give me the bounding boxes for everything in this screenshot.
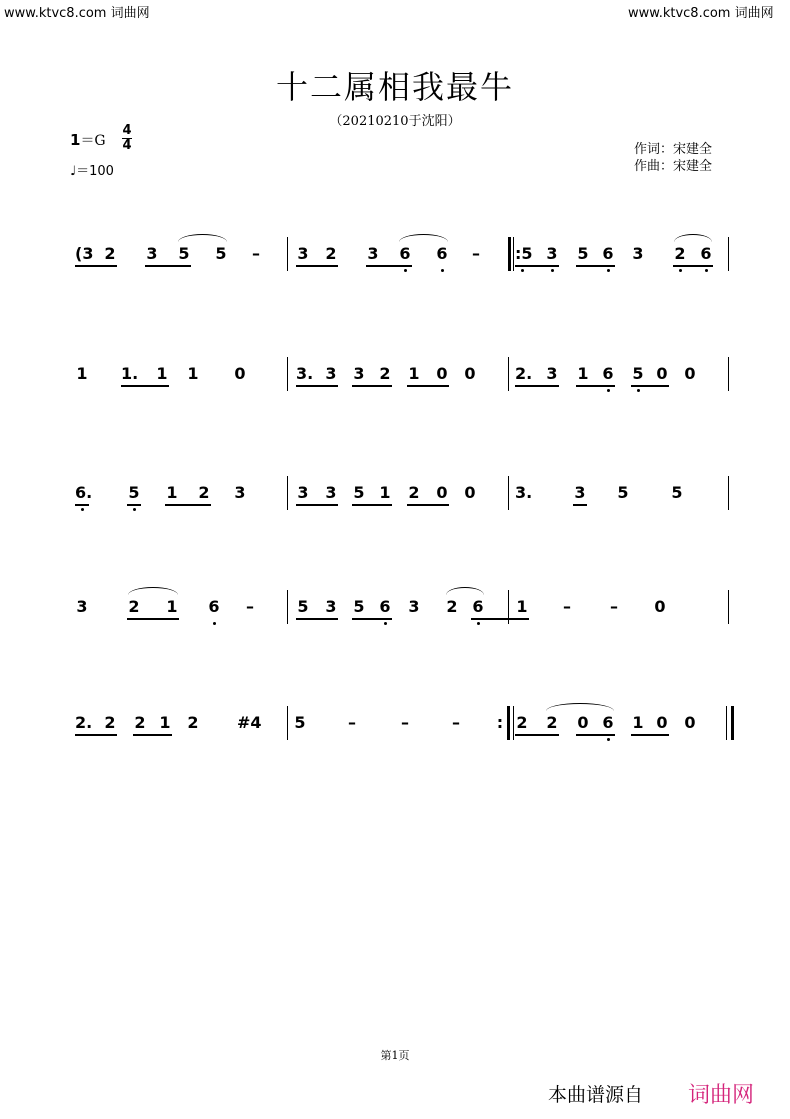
note-1-19: 6 [700,244,712,263]
barline [508,237,511,271]
note-1-8: 2 [325,244,337,263]
note-3-11: 0 [436,483,448,502]
note-2-16: 6 [602,364,614,383]
note-3-8: 5 [353,483,365,502]
note-1-5: 5 [215,244,227,263]
note-1-4: 5 [178,244,190,263]
eighth-underline [576,734,615,736]
slur [399,234,448,242]
note-1-17: 3 [632,244,644,263]
eighth-underline [165,504,211,506]
note-4-5: – [246,597,254,616]
lyricist-credit: 作词：宋建全 [634,142,713,157]
slur [178,234,227,242]
eighth-underline [296,504,338,506]
note-4-12: 6 [472,597,484,616]
note-3-7: 3 [325,483,337,502]
note-2-5: 0 [234,364,246,383]
note-2-7: 3 [325,364,337,383]
note-3-6: 3 [297,483,309,502]
note-4-9: 6 [379,597,391,616]
barline [287,237,288,271]
slur [128,587,178,595]
key-signature [70,130,106,150]
note-1-6: – [252,244,260,263]
slur [546,703,614,711]
low-octave-dot [679,269,682,272]
barline [508,357,509,391]
tempo-value: ＝100 [76,164,114,179]
low-octave-dot [477,622,480,625]
song-title: 十二属相我最牛 [275,68,514,106]
slur [674,234,712,242]
note-4-1: 3 [76,597,88,616]
eighth-underline [352,504,392,506]
eighth-underline [515,265,559,267]
eighth-underline [75,265,117,267]
note-1-9: 3 [367,244,379,263]
low-octave-dot [384,622,387,625]
eighth-underline [471,618,529,620]
note-2-14: 3 [546,364,558,383]
note-4-7: 3 [325,597,337,616]
note-3-12: 0 [464,483,476,502]
time-signature-top: 4 [122,123,132,138]
low-octave-dot [607,389,610,392]
note-5-15: 6 [602,713,614,732]
eighth-underline [121,385,169,387]
eighth-underline [296,618,338,620]
low-octave-dot [81,508,84,511]
low-octave-dot [213,622,216,625]
note-2-17: 5 [632,364,644,383]
note-5-2: 2 [104,713,116,732]
note-5-18: 0 [684,713,696,732]
note-5-5: 2 [187,713,199,732]
site-url-left[interactable]: www.ktvc8.com 词曲网 [4,6,150,21]
note-2-4: 1 [187,364,199,383]
note-2-13: 2. [515,364,533,383]
eighth-underline [133,734,172,736]
note-4-2: 2 [128,597,140,616]
barline [728,237,729,271]
barline [287,590,288,624]
note-1-3: 3 [146,244,158,263]
eighth-underline [296,385,338,387]
final-barline-thick [731,706,734,740]
eighth-underline [673,265,713,267]
eighth-underline [352,385,392,387]
low-octave-dot [551,269,554,272]
note-1-1: (3 [75,244,94,263]
eighth-underline [515,385,559,387]
low-octave-dot [404,269,407,272]
note-3-5: 3 [234,483,246,502]
barline [287,476,288,510]
eighth-underline [631,734,669,736]
note-3-16: 5 [671,483,683,502]
note-2-6: 3. [296,364,314,383]
barline [508,476,509,510]
note-1-14: 3 [546,244,558,263]
eighth-underline [576,385,615,387]
note-4-4: 6 [208,597,220,616]
barline [508,590,509,624]
note-1-16: 6 [602,244,614,263]
song-subtitle: （20210210于沈阳） [329,114,461,129]
note-1-18: 2 [674,244,686,263]
note-5-13: 2 [546,713,558,732]
low-octave-dot [521,269,524,272]
note-5-10: – [452,713,460,732]
eighth-underline [75,734,117,736]
low-octave-dot [607,269,610,272]
eighth-underline [352,618,392,620]
note-4-3: 1 [166,597,178,616]
note-2-18: 0 [656,364,668,383]
final-barline-thin [726,706,727,740]
note-2-1: 1 [76,364,88,383]
note-3-13: 3. [515,483,533,502]
note-3-14: 3 [574,483,586,502]
low-octave-dot [441,269,444,272]
repeat-barline-thin [513,706,514,740]
eighth-underline [75,504,89,506]
note-5-12: 2 [516,713,528,732]
note-3-1: 6. [75,483,93,502]
note-2-12: 0 [464,364,476,383]
eighth-underline [407,385,449,387]
eighth-underline [573,504,587,506]
note-3-15: 5 [617,483,629,502]
note-5-8: – [348,713,356,732]
note-1-10: 6 [399,244,411,263]
barline [287,357,288,391]
note-3-4: 2 [198,483,210,502]
eighth-underline [366,265,412,267]
note-2-3: 1 [156,364,168,383]
page-number: 第1页 [380,1049,410,1062]
eighth-underline [145,265,191,267]
repeat-barline-thick [507,706,510,740]
eighth-underline [127,618,179,620]
repeat-barline-thin [513,237,514,271]
note-4-6: 5 [297,597,309,616]
note-4-8: 5 [353,597,365,616]
note-1-7: 3 [297,244,309,263]
note-3-10: 2 [408,483,420,502]
eighth-underline [631,385,669,387]
note-1-13: :5 [515,244,533,263]
note-5-16: 1 [632,713,644,732]
key-one: 1 [70,131,81,149]
note-1-2: 2 [104,244,116,263]
note-2-19: 0 [684,364,696,383]
quarter-note-icon: ♩ [70,164,77,179]
low-octave-dot [133,508,136,511]
eighth-underline [296,265,338,267]
barline [728,476,729,510]
low-octave-dot [637,389,640,392]
eighth-underline [127,504,141,506]
eighth-underline [515,734,559,736]
note-4-16: 0 [654,597,666,616]
composer-credit: 作曲：宋建全 [634,159,713,174]
note-4-13: 1 [516,597,528,616]
site-url-right[interactable]: www.ktvc8.com 词曲网 [628,6,774,21]
low-octave-dot [705,269,708,272]
note-1-15: 5 [577,244,589,263]
barline [728,590,729,624]
key-note: ＝G [80,133,106,149]
barline [728,357,729,391]
eighth-underline [407,504,449,506]
note-2-2: 1. [121,364,139,383]
note-5-3: 2 [134,713,146,732]
note-5-1: 2. [75,713,93,732]
note-3-9: 1 [379,483,391,502]
note-1-12: – [472,244,480,263]
note-4-14: – [563,597,571,616]
slur [446,587,484,595]
note-5-14: 0 [577,713,589,732]
note-3-2: 5 [128,483,140,502]
note-4-10: 3 [408,597,420,616]
low-octave-dot [607,738,610,741]
source-brand-logo[interactable]: 词曲网 [688,1083,755,1108]
note-3-3: 1 [166,483,178,502]
barline [287,706,288,740]
note-4-15: – [610,597,618,616]
note-2-10: 1 [408,364,420,383]
note-5-6: #4 [237,713,262,732]
note-5-4: 1 [159,713,171,732]
tempo-mark [70,160,114,179]
note-4-11: 2 [446,597,458,616]
note-2-11: 0 [436,364,448,383]
note-2-15: 1 [577,364,589,383]
note-5-11: : [496,713,504,732]
note-5-7: 5 [294,713,306,732]
source-text: 本曲谱源自 [548,1084,644,1106]
note-5-9: – [401,713,409,732]
note-1-11: 6 [436,244,448,263]
note-5-17: 0 [656,713,668,732]
time-signature [122,124,132,153]
time-signature-bottom: 4 [122,138,132,153]
note-2-8: 3 [353,364,365,383]
eighth-underline [576,265,615,267]
note-2-9: 2 [379,364,391,383]
